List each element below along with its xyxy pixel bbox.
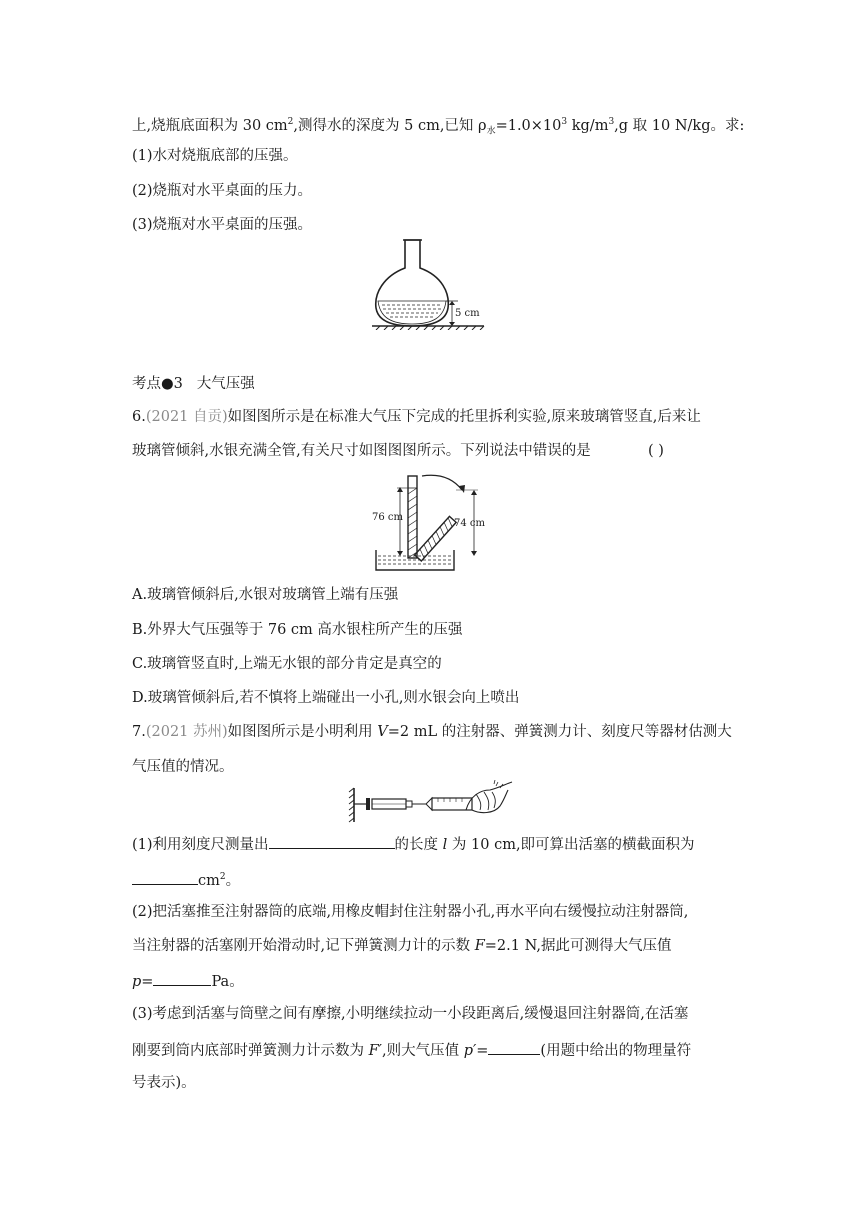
q5-sub2: (2)烧瓶对水平桌面的压力。 [132, 183, 313, 199]
q7-blank-1[interactable] [269, 833, 395, 849]
q5-sub3: (3)烧瓶对水平桌面的压强。 [132, 217, 313, 233]
q6-option-d: D.玻璃管倾斜后,若不慎将上端碰出一小孔,则水银会向上喷出 [132, 690, 520, 706]
q6-option-c: C.玻璃管竖直时,上端无水银的部分肯定是真空的 [132, 656, 442, 672]
syringe-figure [348, 780, 514, 826]
q7-sub1-line1: (1)利用刻度尺测量出 的长度 l 为 10 cm,即可算出活塞的横截面积为 [132, 833, 695, 855]
section-header: 考点●3 大气压强 [132, 376, 255, 392]
flask-depth-label: 5 cm [455, 308, 480, 319]
q5-condition-line: 上,烧瓶底面积为 30 $cm^2$,测得水的深度为 5 cm,已知 $\rho_水=1.0\times 10^3$ $kg/m^3,g$ 取 10 N/kg。求: [132, 117, 745, 137]
q7-stem-line2: 气压值的情况。 [132, 759, 234, 775]
q6-option-b: B.外界大气压强等于 76 cm 高水银柱所产生的压强 [132, 622, 463, 638]
q7-sub3-line2: 刚要到筒内底部时弹簧测力计示数为 F′,则大气压值 p′= (用题中给出的物理量符 [132, 1039, 691, 1061]
q6-stem-line1: 6.(2021 自贡)如图图所示是在标准大气压下完成的托里拆利实验,原来玻璃管竖直,后来让 [132, 409, 701, 425]
q7-sub3-line3: 号表示)。 [132, 1075, 196, 1091]
q7-blank-4[interactable] [488, 1039, 540, 1055]
q7-sub1-line2: $cm^2$。 [132, 867, 240, 891]
q6-option-a: A.玻璃管倾斜后,水银对玻璃管上端有压强 [132, 587, 399, 603]
q6-answer-paren: ( ) [648, 443, 664, 459]
q5-sub1: (1)水对烧瓶底部的压强。 [132, 148, 298, 164]
q7-sub2-line1: (2)把活塞推至注射器筒的底端,用橡皮帽封住注射器小孔,再水平向右缓慢拉动注射器筒, [132, 904, 689, 920]
q7-sub3-line1: (3)考虑到活塞与筒壁之间有摩擦,小明继续拉动一小段距离后,缓慢退回注射器筒,在活塞 [132, 1006, 689, 1022]
torricelli-label-left: 76 cm [372, 512, 403, 523]
torricelli-label-right: 74 cm [454, 518, 485, 529]
q7-sub2-line2: 当注射器的活塞刚开始滑动时,记下弹簧测力计的示数 F=2.1 N,据此可测得大气压值 [132, 938, 672, 954]
q7-sub2-line3: p= Pa。 [132, 970, 244, 992]
q6-stem-line2: 玻璃管倾斜,水银充满全管,有关尺寸如图图图所示。下列说法中错误的是 [132, 443, 591, 459]
q7-blank-2[interactable] [132, 869, 198, 885]
q7-blank-3[interactable] [153, 970, 211, 986]
q7-stem-line1: 7.(2021 苏州)如图图所示是小明利用 V=2 mL 的注射器、弹簧测力计、刻度尺等器材估测大 [132, 724, 732, 740]
